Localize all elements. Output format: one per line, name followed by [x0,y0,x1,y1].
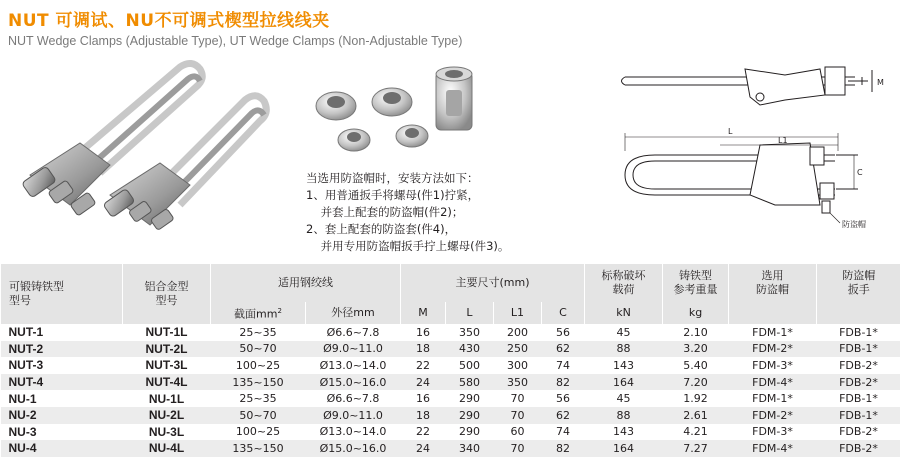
cell-al: NUT-1L [145,325,188,340]
note-line: 并用专用防盗帽扳手拧上螺母(件3)。 [306,239,510,253]
cell-kn: 45 [616,325,631,339]
cell-kn: 88 [585,341,663,358]
cell-model: NU-3 [8,424,37,439]
header-empty [729,302,817,324]
header-malleable-model: 可锻铸铁型 型号 [1,264,123,324]
cell-kn: 164 [585,440,663,457]
header-wrench: 防盗帽 扳手 [817,264,900,302]
clamp-photo [10,55,300,230]
cell-od: Ø13.0~14.0 [319,425,387,439]
cell-al: NU-4L [123,440,211,457]
header-kg: kg [663,302,729,324]
cell-area: 135~150 [211,374,306,391]
cell-od: Ø9.0~11.0 [306,407,401,424]
header-weight: 铸铁型 参考重量 [663,264,729,302]
cell-m: 16 [416,392,430,406]
cell-kg: 2.10 [683,325,708,339]
page-title: NUT 可调试、NU不可调式楔型拉线线夹 [8,11,330,31]
cell-l1: 200 [507,325,528,339]
cell-wrench: FDB-2* [817,440,900,457]
cell-wrench: FDB-1* [817,407,900,424]
header-area-sup: 2 [277,307,282,316]
cell-cap: FDM-2* [729,407,817,424]
table-row [1,324,900,341]
cell-model: NUT-4 [1,374,123,391]
cell-wrench: FDB-2* [839,358,878,372]
header-c: C [542,302,585,324]
cell-al: NUT-4L [123,374,211,391]
cell-od: Ø15.0~16.0 [306,440,401,457]
note-line: 当选用防盗帽时，安装方法如下： [306,171,479,185]
header-breaking-load: 标称破坏 载荷 [585,264,663,302]
cell-od: Ø15.0~16.0 [306,374,401,391]
cell-m: 18 [401,407,446,424]
table-row [1,390,900,407]
cell-cap: FDM-2* [729,341,817,358]
cell-l: 500 [459,358,480,372]
header-dimensions: 主要尺寸(mm) [401,264,585,302]
cell-c: 62 [542,341,585,358]
cell-c: 82 [542,374,585,391]
cell-c: 74 [556,425,570,439]
table-row [1,440,900,457]
cell-al: NU-2L [123,407,211,424]
note-line: 1、用普通扳手将螺母(件1)拧紧， [306,188,480,202]
cell-kn: 164 [585,374,663,391]
cell-al: NUT-2L [123,341,211,358]
cell-al: NU-1L [148,391,185,406]
table-row [1,374,900,391]
header-strand: 适用钢绞线 [211,264,401,302]
cell-c: 56 [556,392,570,406]
header-area [211,302,306,324]
header-cap: 选用 防盗帽 [729,264,817,302]
cell-kn: 45 [616,392,631,406]
dim-l-label: L [728,127,733,136]
cell-l1: 350 [494,374,542,391]
cell-c: 62 [542,407,585,424]
spec-table [0,264,900,457]
cell-kg: 2.61 [663,407,729,424]
cell-area: 135~150 [211,440,306,457]
cell-od: Ø6.6~7.8 [326,392,380,406]
cell-wrench: FDB-1* [839,392,878,406]
cell-c: 56 [556,325,570,339]
cell-l: 290 [459,425,480,439]
cell-m: 24 [401,440,446,457]
cell-kn: 143 [613,425,635,439]
cell-m: 16 [416,325,430,339]
anti-theft-cap-label: 防盗帽 [842,220,866,229]
technical-drawing [600,55,895,245]
cell-model: NUT-3 [8,358,44,373]
cell-wrench: FDB-1* [817,341,900,358]
cell-l: 580 [446,374,494,391]
cell-wrench: FDB-2* [839,425,878,439]
cell-cap: FDM-4* [729,440,817,457]
cell-m: 22 [416,358,430,372]
cell-al: NU-3L [148,424,185,439]
header-aluminum-model: 铝合金型 型号 [123,264,211,324]
cell-kg: 4.21 [683,425,708,439]
cell-model: NUT-1 [8,325,44,340]
dim-l1-label: L1 [778,136,788,145]
cell-wrench: FDB-1* [839,325,878,339]
header-empty [817,302,900,324]
cell-kg: 7.27 [663,440,729,457]
cell-kn: 88 [585,407,663,424]
cell-cap: FDM-1* [752,325,793,339]
cell-kg: 1.92 [683,392,708,406]
cell-kg: 7.20 [663,374,729,391]
header-m: M [401,302,446,324]
note-line: 2、套上配套的防盗套(件4)， [306,222,457,236]
header-kn: kN [585,302,663,324]
cell-l1: 70 [494,440,542,457]
cell-cap: FDM-3* [752,358,793,372]
cell-model: NU-1 [8,391,37,406]
header-od: 外径mm [306,302,401,324]
header-area-text: 截面mm [234,307,278,321]
dim-c-label: C [857,168,863,177]
cell-c: 74 [556,358,570,372]
cell-c: 82 [542,440,585,457]
cell-m: 22 [416,425,430,439]
cell-cap: FDM-4* [729,374,817,391]
cell-area: 50~70 [211,341,306,358]
dim-m-label: M [877,78,884,87]
cell-od: Ø6.6~7.8 [326,325,380,339]
cell-area: 50~70 [211,407,306,424]
cell-wrench: FDB-2* [817,374,900,391]
cell-od: Ø13.0~14.0 [319,358,387,372]
cell-l1: 250 [494,341,542,358]
cell-l: 340 [446,440,494,457]
cell-l: 290 [459,392,480,406]
table-row [1,424,900,441]
cell-l: 290 [446,407,494,424]
cell-l1: 70 [510,392,525,406]
cell-cap: FDM-1* [752,392,793,406]
header-l1: L1 [494,302,542,324]
cell-kg: 3.20 [663,341,729,358]
cell-l: 350 [459,325,480,339]
cell-model: NUT-2 [1,341,123,358]
cell-area: 100~25 [235,425,281,439]
cell-cap: FDM-3* [752,425,793,439]
cell-area: 100~25 [235,358,281,372]
cell-l1: 70 [494,407,542,424]
note-line: 并套上配套的防盗帽(件2)； [306,205,464,219]
cell-l: 430 [446,341,494,358]
cell-m: 18 [401,341,446,358]
cell-od: Ø9.0~11.0 [306,341,401,358]
cell-al: NUT-3L [145,358,188,373]
anti-theft-caps-photo [306,60,506,160]
page-subtitle: NUT Wedge Clamps (Adjustable Type), UT Wedge Clamps (Non-Adjustable Type) [8,34,463,48]
cell-l1: 300 [507,358,528,372]
cell-area: 25~35 [239,325,277,339]
table-row [1,341,900,358]
cell-m: 24 [401,374,446,391]
cell-model: NU-4 [1,440,123,457]
cell-model: NU-2 [1,407,123,424]
installation-note [306,170,509,255]
cell-kn: 143 [613,358,635,372]
table-row [1,357,900,374]
cell-l1: 60 [510,425,525,439]
table-row [1,407,900,424]
header-l: L [446,302,494,324]
cell-area: 25~35 [239,392,277,406]
cell-kg: 5.40 [683,358,708,372]
